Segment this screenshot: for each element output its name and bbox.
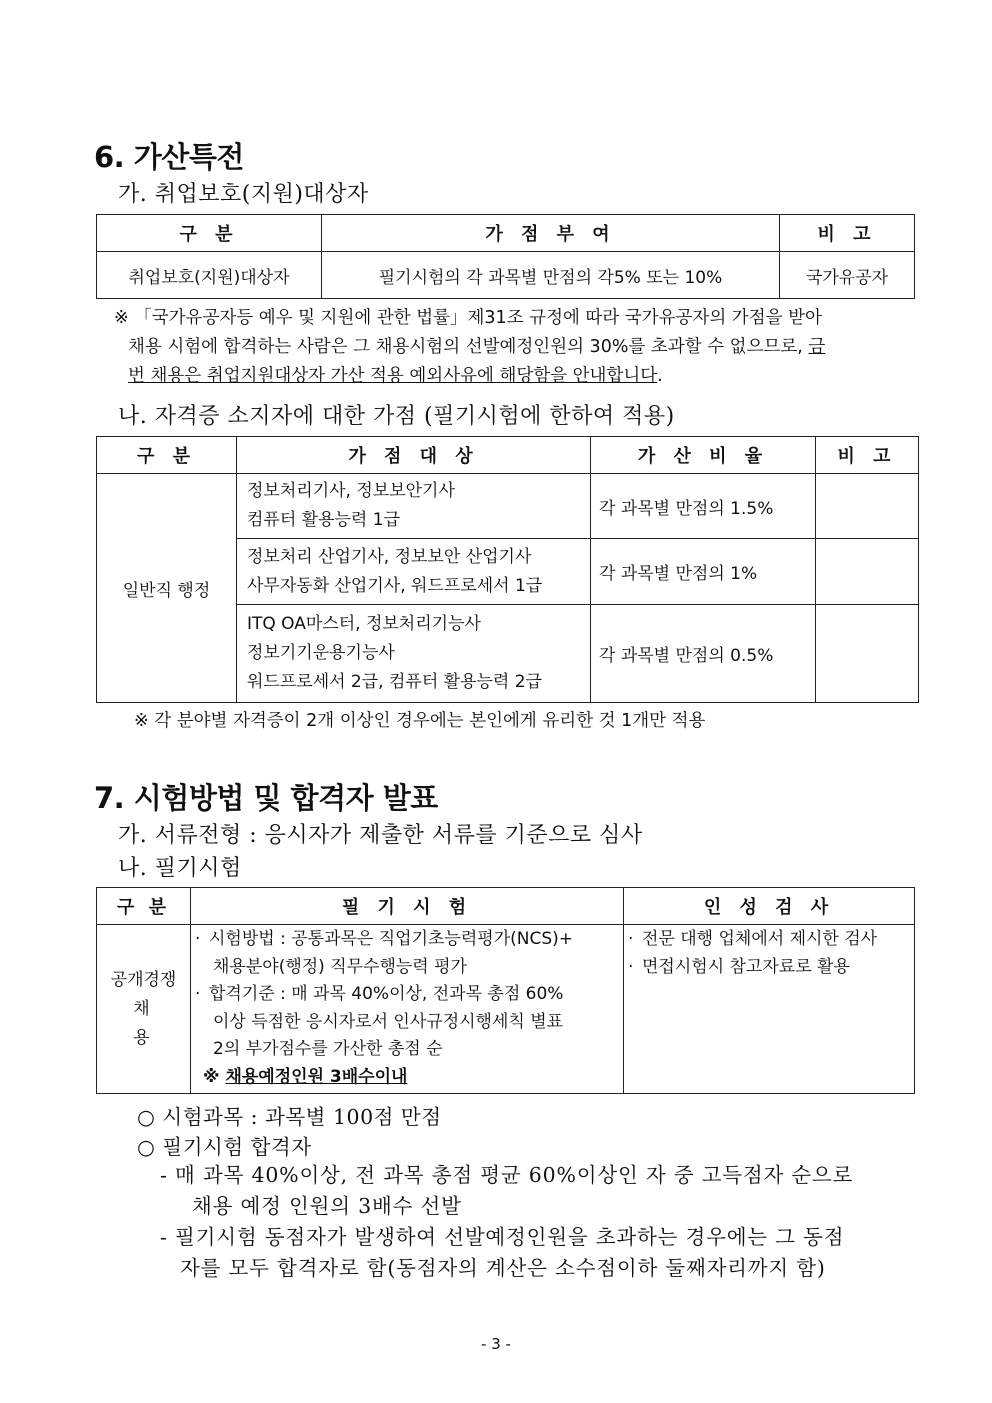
veterans-note bbox=[114, 304, 914, 391]
cell-remark: 국가유공자 bbox=[780, 252, 915, 299]
exam-header-category: 구 분 bbox=[97, 888, 191, 925]
cert-targets-1 bbox=[237, 474, 591, 539]
header-bonus: 가 점 부 여 bbox=[322, 215, 780, 252]
cert-header-target: 가 점 대 상 bbox=[237, 437, 591, 474]
cert-ratio-1: 각 과목별 만점의 1.5% bbox=[591, 474, 816, 539]
pass-criteria-line: · 합격기준 : 매 과목 40%이상, 전과목 총점 60% bbox=[191, 981, 619, 1009]
exam-category bbox=[97, 925, 191, 1094]
pass-rule-2 bbox=[160, 1222, 844, 1284]
certificate-bonus-table bbox=[96, 436, 919, 703]
section-6b-subtitle: 나. 자격증 소지자에 대한 가점 (필기시험에 한하여 적용) bbox=[118, 404, 675, 429]
pass-rule-1-line: 채용 예정 인원의 3배수 선발 bbox=[192, 1194, 462, 1218]
note-mark: ※ bbox=[203, 1066, 226, 1087]
page-number: - 3 - bbox=[481, 1335, 511, 1353]
cert-header-category: 구 분 bbox=[97, 437, 237, 474]
cert-target: 정보처리 산업기사, 정보보안 산업기사 bbox=[247, 546, 532, 567]
exam-subject-info: ○ 시험과목 : 과목별 100점 만점 bbox=[137, 1105, 442, 1129]
written-pass-header: ○ 필기시험 합격자 bbox=[137, 1135, 312, 1159]
veterans-note-underline-2: 번 채용은 취업지원대상자 가산 적용 예외사유에 해당함을 안내합니다 bbox=[128, 366, 658, 386]
cell-category: 취업보호(지원)대상자 bbox=[97, 252, 322, 299]
exam-limit-note bbox=[191, 1064, 619, 1092]
header-remark: 비 고 bbox=[780, 215, 915, 252]
cert-remark-1 bbox=[816, 474, 919, 539]
pass-rule-1-line: - 매 과목 40%이상, 전 과목 총점 평균 60%이상인 자 중 고득점자 순으로 bbox=[160, 1163, 854, 1187]
veterans-note-underline: 금 bbox=[808, 337, 826, 357]
exam-header-written: 필 기 시 험 bbox=[191, 888, 624, 925]
exam-category-line: 공개경쟁 bbox=[110, 969, 177, 990]
section-6a-subtitle: 가. 취업보호(지원)대상자 bbox=[118, 182, 369, 207]
exam-written-details bbox=[191, 925, 624, 1094]
cert-ratio-3: 각 과목별 만점의 0.5% bbox=[591, 605, 816, 703]
pass-rule-2-line: - 필기시험 동점자가 발생하여 선발예정인원을 초과하는 경우에는 그 동점 bbox=[160, 1225, 845, 1249]
pass-criteria-line: 이상 득점한 응시자로서 인사규정시행세칙 별표 bbox=[213, 1011, 564, 1032]
pass-criteria-line: 2의 부가점수를 가산한 총점 순 bbox=[213, 1039, 443, 1059]
veterans-note-line-2 bbox=[114, 333, 914, 362]
cert-targets-3 bbox=[237, 605, 591, 703]
exam-header-personality: 인 성 검 사 bbox=[624, 888, 915, 925]
cert-target: ITQ OA마스터, 정보처리기능사 bbox=[247, 614, 481, 634]
exam-category-line: 채 용 bbox=[133, 998, 174, 1048]
written-exam-table bbox=[96, 887, 915, 1094]
section-6-title: 6. 가산특전 bbox=[94, 140, 244, 174]
veterans-note-text: 채용 시험에 합격하는 사람은 그 채용시험의 선발예정인원의 30%를 초과할 수 없으므로, bbox=[128, 337, 809, 357]
veterans-note-line-1: ※ 「국가유공자등 예우 및 지원에 관한 법률」제31조 규정에 따라 국가유공자의 가점을 받아 bbox=[114, 308, 822, 328]
header-category: 구 분 bbox=[97, 215, 322, 252]
cert-target: 정보처리기사, 정보보안기사 bbox=[247, 481, 455, 501]
exam-limit-underline: 채용예정인원 3배수이내 bbox=[225, 1066, 408, 1087]
section-7-title: 7. 시험방법 및 합격자 발표 bbox=[94, 781, 438, 815]
cert-target: 워드프로세서 2급, 컴퓨터 활용능력 2급 bbox=[247, 672, 542, 692]
cert-remark-3 bbox=[816, 605, 919, 703]
cert-ratio-2: 각 과목별 만점의 1% bbox=[591, 539, 816, 605]
veterans-note-end: . bbox=[657, 366, 663, 386]
section-7b-written-exam: 나. 필기시험 bbox=[118, 856, 242, 881]
cert-category: 일반직 행정 bbox=[97, 474, 237, 703]
certificate-note: ※ 각 분야별 자격증이 2개 이상인 경우에는 본인에게 유리한 것 1개만 적용 bbox=[134, 711, 706, 731]
pass-rule-2-line: 자를 모두 합격자로 함(동점자의 계산은 소수점이하 둘째자리까지 함) bbox=[180, 1256, 826, 1280]
cert-target: 컴퓨터 활용능력 1급 bbox=[247, 510, 400, 530]
section-7a-document-screening: 가. 서류전형 : 응시자가 제출한 서류를 기준으로 심사 bbox=[118, 823, 643, 848]
exam-personality-details bbox=[624, 925, 915, 1094]
cert-remark-2 bbox=[816, 539, 919, 605]
exam-method-line: 채용분야(행정) 직무수행능력 평가 bbox=[213, 956, 467, 977]
cell-bonus: 필기시험의 각 과목별 만점의 각5% 또는 10% bbox=[322, 252, 780, 299]
cert-target: 정보기기운용기능사 bbox=[247, 643, 395, 663]
employment-protection-table bbox=[96, 214, 915, 299]
cert-header-ratio: 가 산 비 율 bbox=[591, 437, 816, 474]
pass-rule-1 bbox=[160, 1160, 853, 1222]
cert-header-remark: 비 고 bbox=[816, 437, 919, 474]
exam-method-line: · 시험방법 : 공통과목은 직업기초능력평가(NCS)+ bbox=[191, 926, 619, 954]
cert-targets-2 bbox=[237, 539, 591, 605]
veterans-note-line-3 bbox=[114, 362, 914, 391]
personality-line: · 전문 대행 업체에서 제시한 검사 bbox=[624, 926, 914, 954]
personality-line: · 면접시험시 참고자료로 활용 bbox=[624, 954, 914, 982]
cert-target: 사무자동화 산업기사, 워드프로세서 1급 bbox=[247, 575, 543, 596]
